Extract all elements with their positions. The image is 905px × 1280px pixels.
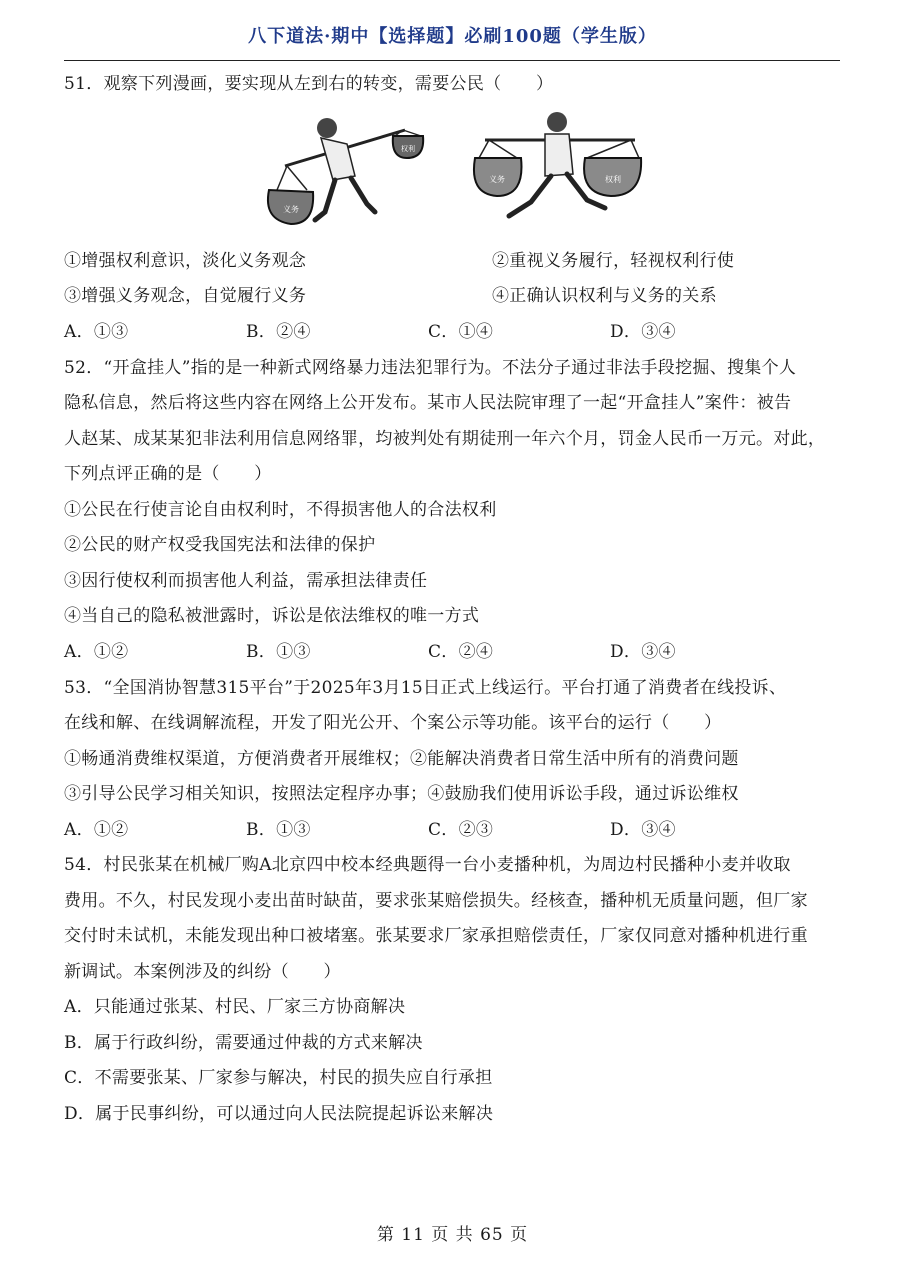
q52-item-3: ③因行使权利而损害他人利益，需承担法律责任	[64, 571, 428, 591]
header-divider	[64, 60, 840, 61]
q53-option-b[interactable]: B．①③	[246, 820, 311, 840]
right-basket-label: 权利	[605, 175, 621, 184]
q54-stem-line-2: 费用。不久，村民发现小麦出苗时缺苗，要求张某赔偿损失。经核查，播种机无质量问题，但厂家	[64, 891, 808, 911]
page-header-title: 八下道法·期中【选择题】必刷100题（学生版）	[248, 26, 657, 47]
q53-stem-line-2: 在线和解、在线调解流程，开发了阳光公开、个案公示等功能。该平台的运行（ ）	[64, 713, 722, 733]
q52-option-d[interactable]: D．③④	[610, 642, 676, 662]
left-basket-label: 义务	[489, 175, 505, 184]
q53-option-c[interactable]: C．②③	[428, 820, 494, 840]
person-body	[545, 134, 573, 176]
page-number: 第 11 页 共 65 页	[376, 1225, 529, 1245]
q52-item-1: ①公民在行使言论自由权利时，不得损害他人的合法权利	[64, 500, 497, 520]
q51-item-1: ①增强权利意识，淡化义务观念	[64, 251, 307, 271]
q51-option-b[interactable]: B．②④	[246, 322, 311, 342]
q52-stem-line-1: 52．“开盒挂人”指的是一种新式网络暴力违法犯罪行为。不法分子通过非法手段挖掘、搜集个人	[64, 358, 797, 378]
cartoon-left-image	[255, 108, 435, 228]
person-head	[547, 112, 567, 132]
q52-stem-line-2: 隐私信息，然后将这些内容在网络上公开发布。某市人民法院审理了一起“开盒挂人”案件：被告	[64, 393, 792, 413]
q52-item-2: ②公民的财产权受我国宪法和法律的保护	[64, 535, 376, 555]
person-legs	[315, 178, 375, 220]
q53-option-a[interactable]: A．①②	[64, 820, 129, 840]
light-basket-label: 权利	[401, 145, 415, 153]
q51-option-c[interactable]: C．①④	[428, 322, 494, 342]
q54-option-d[interactable]: D．属于民事纠纷，可以通过向人民法院提起诉讼来解决	[64, 1104, 494, 1124]
q54-stem-line-4: 新调试。本案例涉及的纠纷（ ）	[64, 962, 341, 982]
q52-stem-line-4: 下列点评正确的是（ ）	[64, 464, 272, 484]
q53-item-row-2: ③引导公民学习相关知识，按照法定程序办事；④鼓励我们使用诉讼手段，通过诉讼维权	[64, 784, 739, 804]
q51-item-2: ②重视义务履行，轻视权利行使	[492, 251, 735, 271]
person-head	[317, 118, 337, 138]
q51-option-d[interactable]: D．③④	[610, 322, 676, 342]
q52-item-4: ④当自己的隐私被泄露时，诉讼是依法维权的唯一方式	[64, 606, 480, 626]
q52-option-c[interactable]: C．②④	[428, 642, 494, 662]
q52-option-b[interactable]: B．①③	[246, 642, 311, 662]
q54-option-a[interactable]: A．只能通过张某、村民、厂家三方协商解决	[64, 997, 406, 1017]
person-body	[321, 138, 355, 180]
q53-item-row-1: ①畅通消费维权渠道，方便消费者开展维权；②能解决消费者日常生活中所有的消费问题	[64, 749, 739, 769]
q52-stem-line-3: 人赵某、成某某犯非法利用信息网络罪，均被判处有期徒刑一年六个月，罚金人民币一万元。对此，	[64, 429, 826, 449]
q54-stem-line-3: 交付时未试机，未能发现出种口被堵塞。张某要求厂家承担赔偿责任，厂家仅同意对播种机进行重	[64, 926, 808, 946]
heavy-basket-label: 义务	[283, 205, 299, 214]
q51-stem: 51．观察下列漫画，要实现从左到右的转变，需要公民（ ）	[64, 74, 554, 94]
q53-option-d[interactable]: D．③④	[610, 820, 676, 840]
q54-stem-line-1: 54．村民张某在机械厂购A北京四中校本经典题得一台小麦播种机，为周边村民播种小麦并收取	[64, 855, 791, 875]
q52-option-a[interactable]: A．①②	[64, 642, 129, 662]
q51-option-a[interactable]: A．①③	[64, 322, 129, 342]
q51-item-4: ④正确认识权利与义务的关系	[492, 286, 717, 306]
q54-option-c[interactable]: C．不需要张某、厂家参与解决，村民的损失应自行承担	[64, 1068, 493, 1088]
q53-stem-line-1: 53．“全国消协智慧315平台”于2025年3月15日正式上线运行。平台打通了消费者在线投诉、	[64, 678, 787, 698]
q51-item-row-2	[64, 284, 717, 308]
q51-item-3: ③增强义务观念，自觉履行义务	[64, 286, 307, 306]
q54-option-b[interactable]: B．属于行政纠纷，需要通过仲裁的方式来解决	[64, 1033, 423, 1053]
cartoon-right-image	[465, 108, 650, 228]
q51-item-row-1	[64, 249, 735, 273]
